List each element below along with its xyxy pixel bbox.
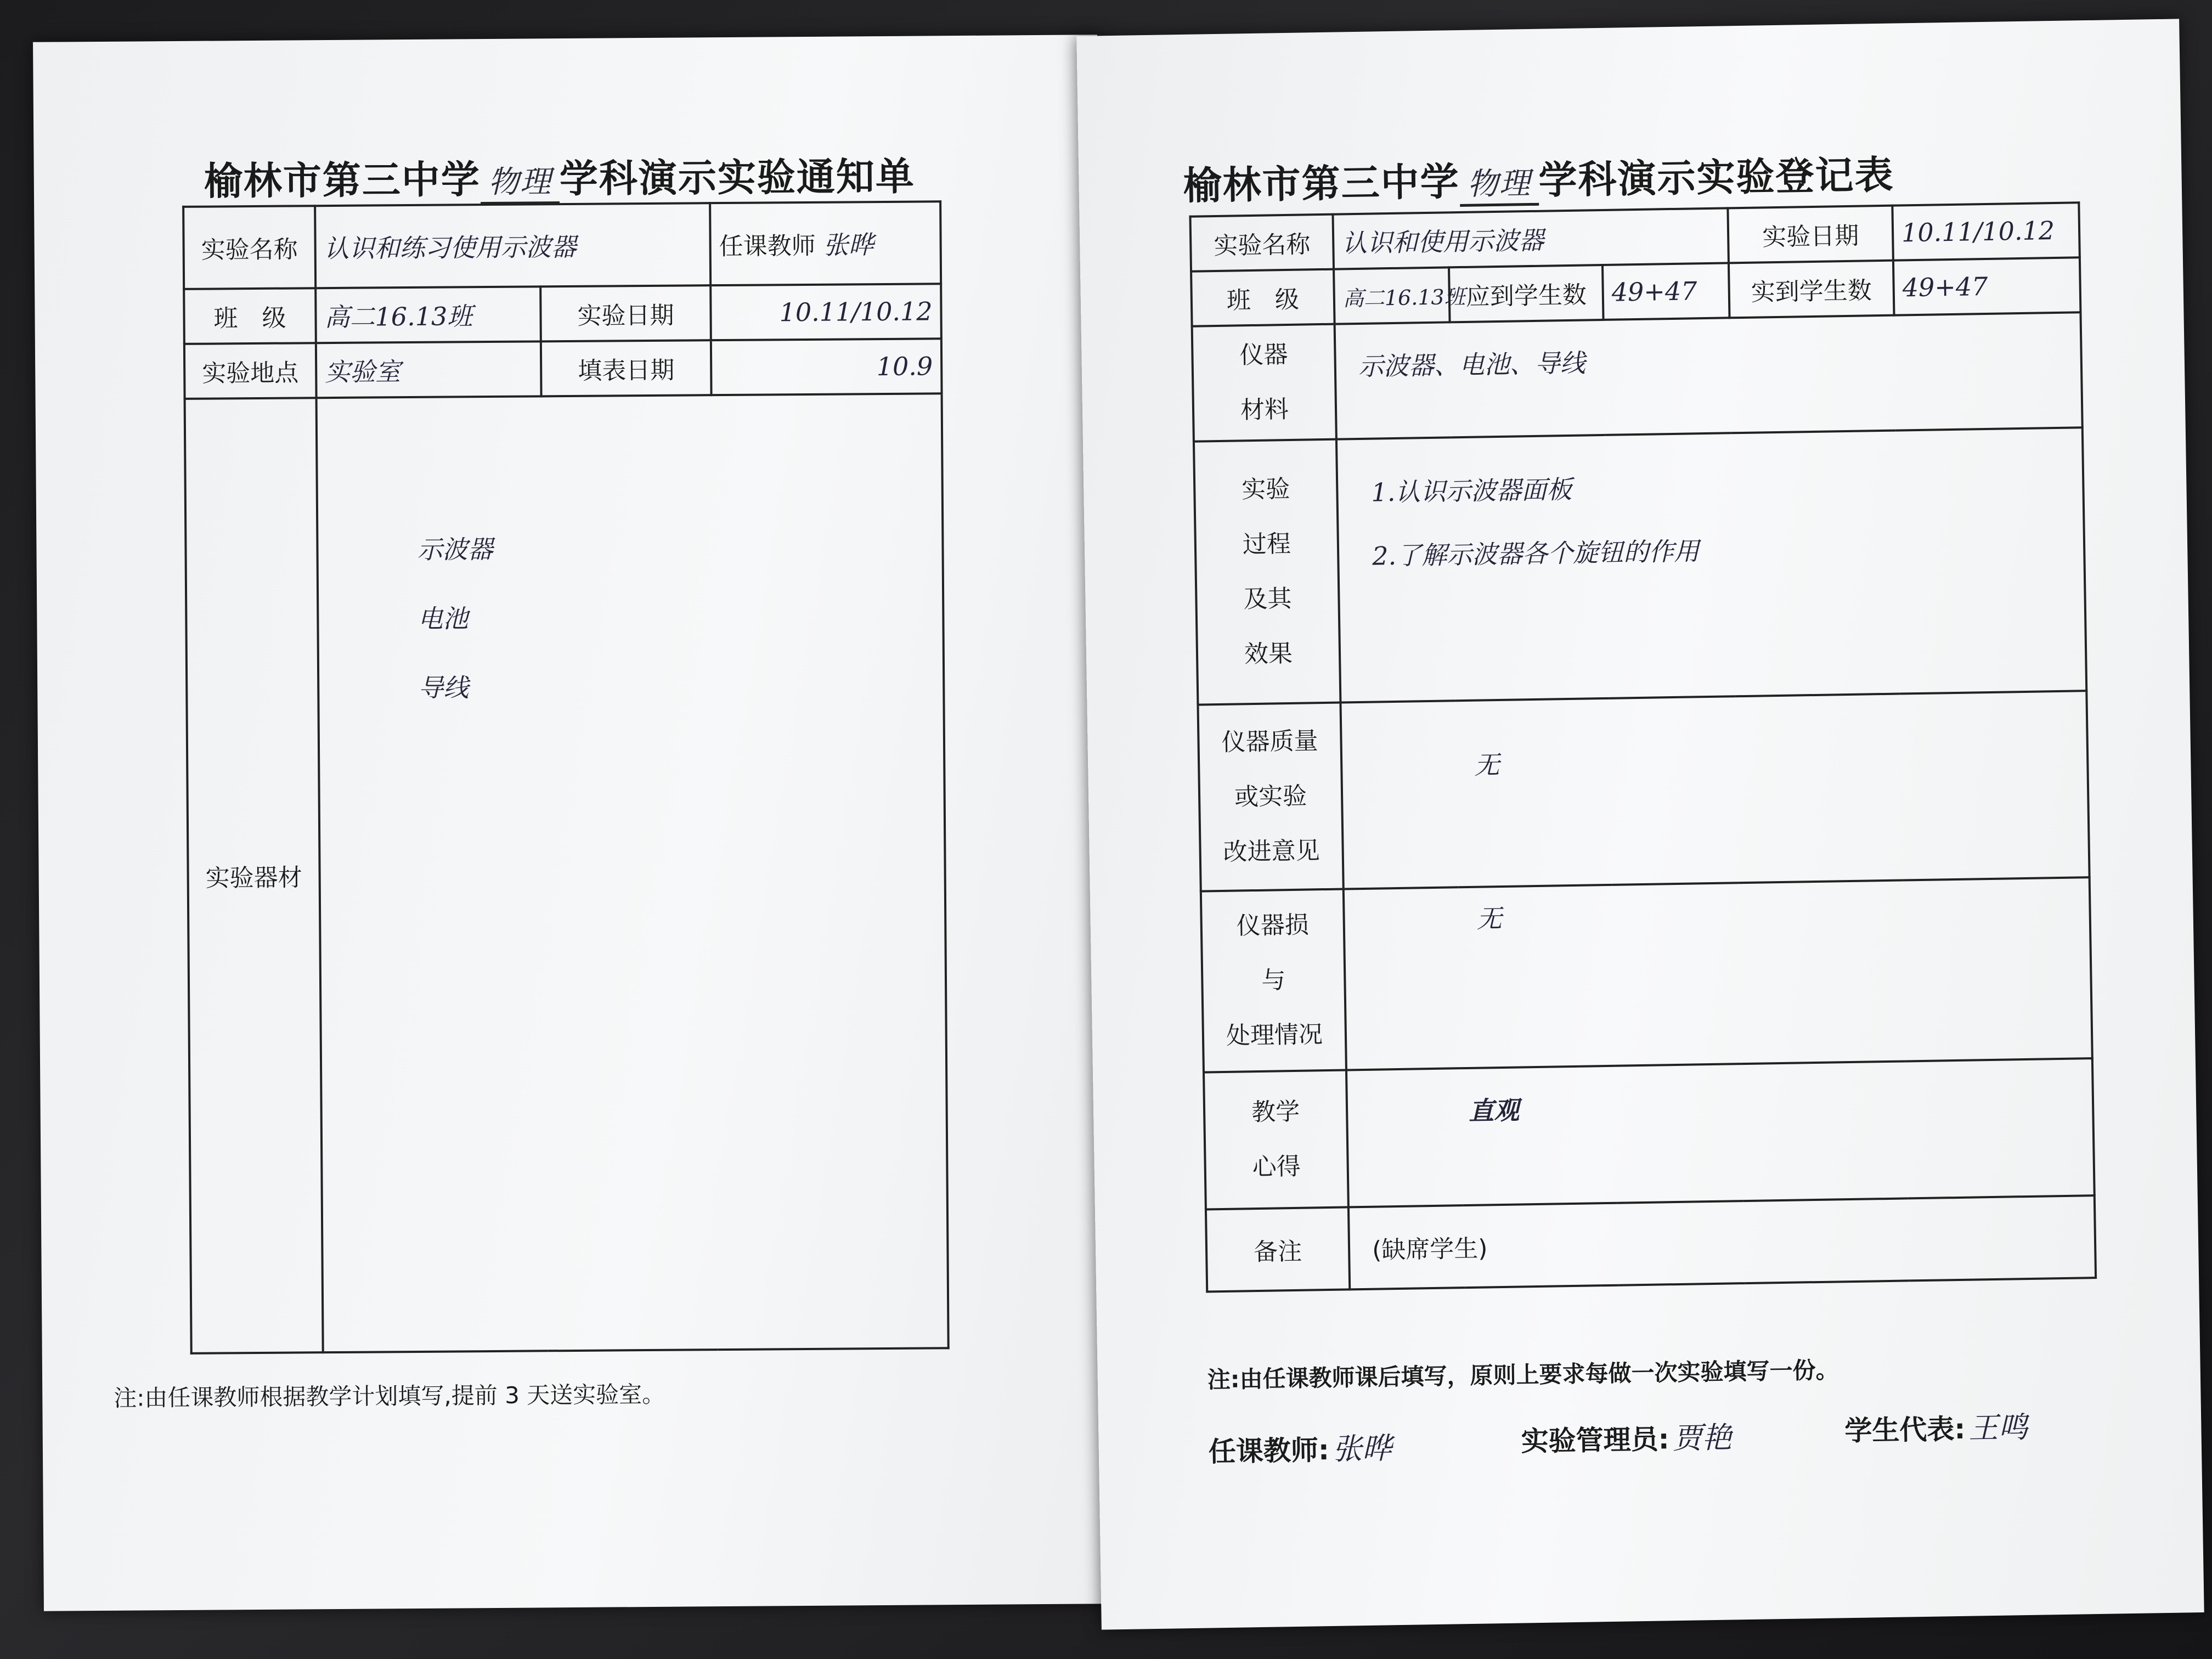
notice-title-prefix: 榆林市第三中学 xyxy=(204,157,481,204)
register-process-label: 实验 过程 及其 效果 xyxy=(1194,439,1341,705)
register-remarks-label: 备注 xyxy=(1206,1207,1350,1291)
register-quality-value: 无 xyxy=(1340,691,2089,889)
notice-expdate-value: 10.11/10.12 xyxy=(710,284,941,340)
notice-location-value: 实验室 xyxy=(316,341,541,398)
notice-equipment-item: 导线 xyxy=(418,673,469,703)
register-title xyxy=(1183,144,1894,211)
register-expdate-value: 10.11/10.12 xyxy=(1892,202,2080,260)
register-title-subject: 物理 xyxy=(1459,159,1539,207)
register-process-value xyxy=(1336,427,2086,702)
register-title-suffix: 学科演示实验登记表 xyxy=(1538,152,1895,203)
register-expected-value: 49+47 xyxy=(1602,263,1730,320)
register-table xyxy=(1189,201,2097,1293)
notice-title-subject: 物理 xyxy=(481,157,560,205)
register-quality-label: 仪器质量 或实验 改进意见 xyxy=(1198,703,1343,891)
register-name-value: 认识和使用示波器 xyxy=(1333,208,1728,269)
notice-filldate-label: 填表日期 xyxy=(541,340,712,396)
notice-sheet xyxy=(33,35,1108,1611)
register-actual-value: 49+47 xyxy=(1893,257,2081,315)
register-title-prefix: 榆林市第三中学 xyxy=(1182,159,1460,208)
register-sheet xyxy=(1076,19,2204,1629)
register-damage-value: 无 xyxy=(1344,877,2092,1070)
notice-teacher-cell xyxy=(710,201,941,285)
register-remarks-value: (缺席学生) xyxy=(1348,1195,2096,1289)
notice-class-value: 高二16.13班 xyxy=(315,286,541,343)
notice-expdate-label: 实验日期 xyxy=(540,285,711,341)
notice-equipment-item: 电池 xyxy=(417,603,469,634)
register-instruments-label: 仪器 材料 xyxy=(1192,324,1336,442)
register-reflection-label: 教学 心得 xyxy=(1204,1070,1348,1209)
notice-footnote: 注:由任课教师根据教学计划填写,提前 3 天送实验室。 xyxy=(114,1380,665,1412)
register-signature-student: 学生代表:王鸣 xyxy=(1844,1410,2028,1447)
notice-class-label: 班 级 xyxy=(184,288,316,344)
register-signature-teacher: 任课教师:张晔 xyxy=(1208,1431,1392,1468)
register-damage-label: 仪器损 与 处理情况 xyxy=(1201,889,1346,1073)
notice-teacher-value: 张晔 xyxy=(823,230,874,260)
register-class-value: 高二16.13班 xyxy=(1334,267,1450,324)
notice-equipment-list xyxy=(317,393,949,1352)
notice-table xyxy=(182,200,950,1355)
notice-teacher-label: 任课教师 xyxy=(719,232,816,261)
notice-title-suffix: 学科演示实验通知单 xyxy=(559,154,916,202)
notice-equipment-item: 示波器 xyxy=(417,534,493,565)
register-instruments-value: 示波器、电池、导线 xyxy=(1335,312,2083,439)
notice-title xyxy=(204,146,915,207)
notice-location-label: 实验地点 xyxy=(184,343,317,399)
register-signature-manager: 实验管理员:贾艳 xyxy=(1521,1420,1733,1458)
notice-equipment-label: 实验器材 xyxy=(185,398,323,1353)
register-footnote: 注:由任课教师课后填写，原则上要求每做一次实验填写一份。 xyxy=(1207,1356,1839,1393)
register-name-label: 实验名称 xyxy=(1190,215,1334,272)
register-expected-label: 应到学生数 xyxy=(1449,265,1604,322)
register-reflection-value: 直观 xyxy=(1346,1058,2095,1207)
register-process-step: 2.了解示波器各个旋钮的作用 xyxy=(1372,536,1700,571)
notice-filldate-value: 10.9 xyxy=(711,338,942,395)
register-expdate-label: 实验日期 xyxy=(1728,206,1893,263)
notice-name-value: 认识和练习使用示波器 xyxy=(315,203,710,288)
notice-name-label: 实验名称 xyxy=(183,206,315,289)
register-class-label: 班 级 xyxy=(1191,269,1335,326)
register-actual-label: 实到学生数 xyxy=(1729,261,1894,318)
register-process-step: 1.认识示波器面板 xyxy=(1371,474,1572,507)
